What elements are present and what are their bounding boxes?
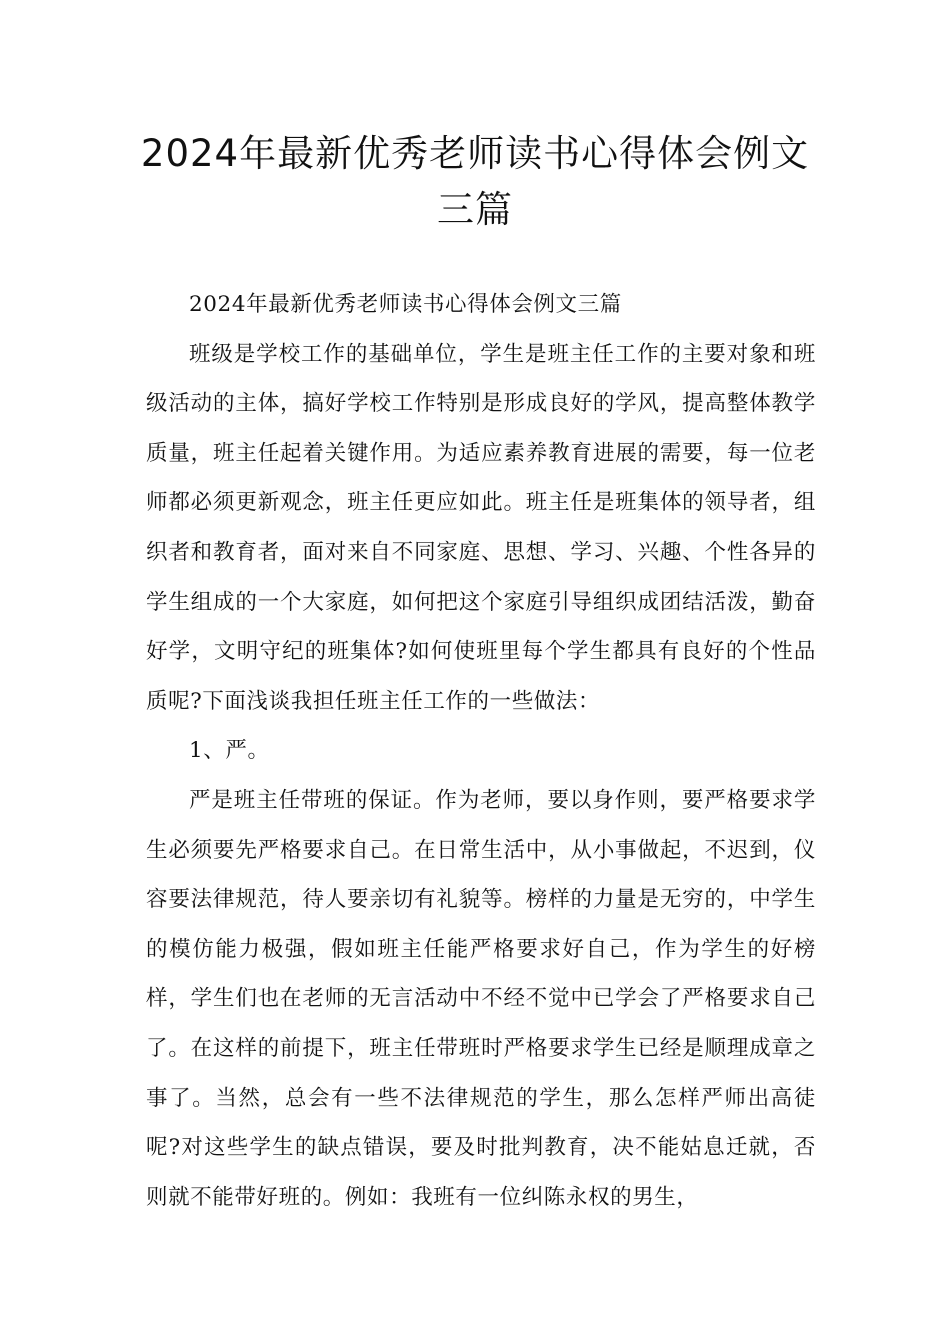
title-line-1: 2024年最新优秀老师读书心得体会例文 bbox=[140, 132, 810, 175]
strict-paragraph: 严是班主任带班的保证。作为老师，要以身作则，要严格要求学生必须要先严格要求自己。在日常生活中，从小事做起，不迟到，仪容要法律规范，待人要亲切有礼貌等。榜样的力量是无穷的，中学生的模仿能力极强，假如班主任能严格要求好自己，作为学生的好榜样，学生们也在老师的无言活动中不经不觉中已学会了严格要求自己了。在这样的前提下，班主任带班时严格要求学生已经是顺理成章之事了。当然，总会有一些不法律规范的学生，那么怎样严师出高徒呢?对这些学生的缺点错误，要及时批判教育，决不能姑息迁就，否则就不能带好班的。例如：我班有一位纠陈永权的男生， bbox=[146, 787, 816, 1210]
section-heading-strict: 1、严。 bbox=[189, 738, 270, 764]
intro-paragraph: 班级是学校工作的基础单位，学生是班主任工作的主要对象和班级活动的主体，搞好学校工作特别是形成良好的学风，提高整体教学质量，班主任起着关键作用。为适应素养教育进展的需要，每一位老师都必须更新观念，班主任更应如此。班主任是班集体的领导者，组织者和教育者，面对来自不同家庭、思想、学习、兴趣、个性各异的学生组成的一个大家庭，如何把这个家庭引导组织成团结活泼，勤奋好学，文明守纪的班集体?如何使班里每个学生都具有良好的个性品质呢?下面浅谈我担任班主任工作的一些做法： bbox=[146, 341, 816, 714]
document-title bbox=[0, 126, 950, 238]
document-body bbox=[146, 280, 816, 1222]
subtitle-paragraph: 2024年最新优秀老师读书心得体会例文三篇 bbox=[189, 292, 622, 317]
title-line-2: 三篇 bbox=[437, 188, 513, 231]
